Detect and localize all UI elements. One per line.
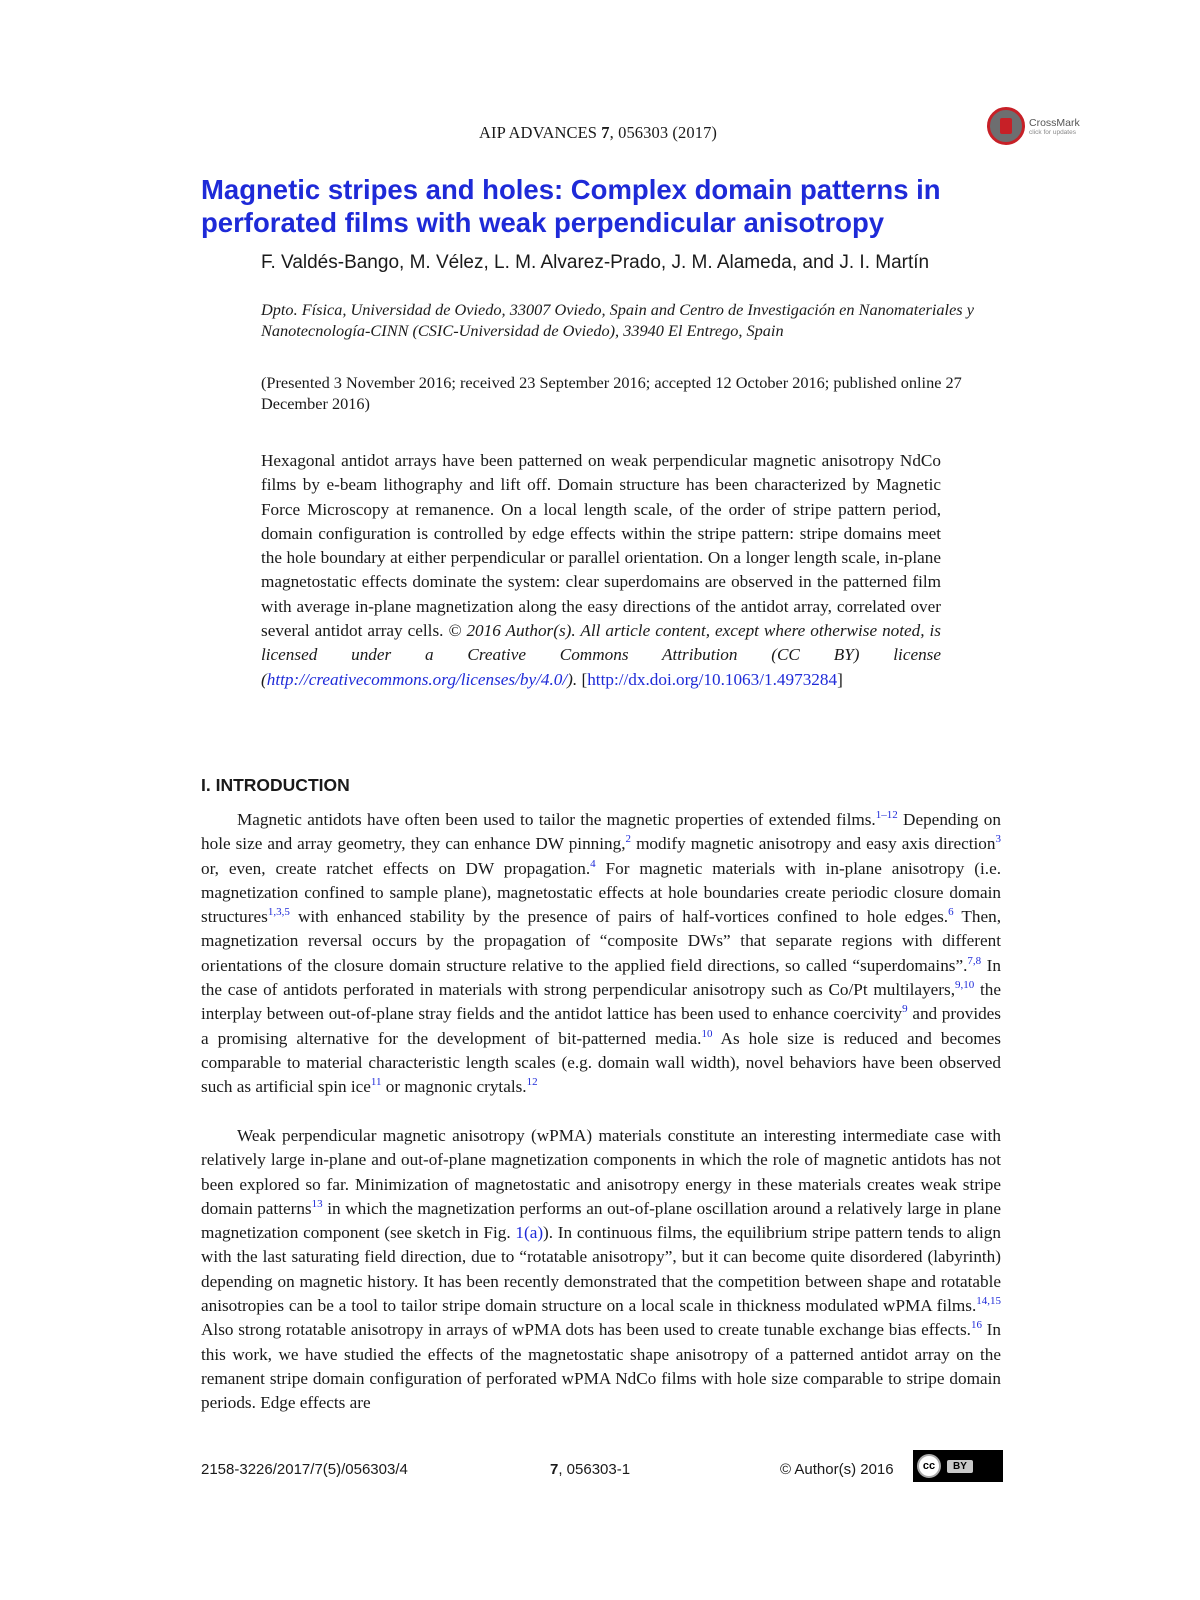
crossmark-label: CrossMark — [1029, 116, 1080, 129]
crossmark-icon — [987, 107, 1025, 145]
doi-link[interactable]: http://dx.doi.org/10.1063/1.4973284 — [587, 669, 838, 689]
crossmark-sub: click for updates — [1029, 128, 1076, 136]
citation[interactable]: 4 — [590, 857, 596, 870]
citation[interactable]: 10 — [701, 1027, 713, 1040]
footer-issn: 2158-3226/2017/7(5)/056303/4 — [201, 1461, 408, 1478]
text-run: modify magnetic anisotropy and easy axis direction — [631, 834, 996, 854]
text-run: ). In continuous films, the equilibrium stripe pattern tends to align with the last saturating field direction, due to “rotatable anisotropy”, but it can become quite disordered (labyrinth) depending on magnetic history. It has been recently demonstrated that the competition between shape and rotatable anisotropies can be a tool to tailor stripe domain structure on a local scale in thickness modulated wPMA films. — [201, 1223, 1001, 1316]
figure-ref[interactable]: 1(a) — [515, 1223, 544, 1243]
citation[interactable]: 3 — [995, 833, 1001, 846]
text-run: Depending on hole size and array geometry, they can enhance DW pinning, — [201, 810, 1001, 854]
license-text: © 2016 Author(s). All article content, except where otherwise noted, is licensed under a Creative Commons Attribution (CC BY) license ( — [261, 621, 941, 689]
citation[interactable]: 9 — [902, 1003, 908, 1016]
citation[interactable]: 2 — [625, 833, 632, 846]
section-title: I. INTRODUCTION — [201, 775, 350, 795]
citation[interactable]: 14,15 — [976, 1295, 1001, 1308]
text-run: In the case of antidots perforated in materials with strong perpendicular anisotropy such as Co/Pt multilayers, — [201, 955, 1001, 1000]
citation[interactable]: 12 — [526, 1076, 538, 1089]
text-run: Then, magnetization reversal occurs by the propagation of “composite DWs” that separate regions with different orientations of the closure domain structure relative to the applied field directions, so called “superdomains”. — [201, 907, 1002, 975]
doi-open: [ — [577, 669, 588, 689]
text-run: in which the magnetization performs an out-of-plane oscillation around a relatively large in plane magnetization component (see sketch in Fig. — [201, 1198, 1001, 1243]
affiliation: Dpto. Física, Universidad de Oviedo, 33007 Oviedo, Spain and Centro de Investigación en Nanomateriales y Nanotecnología-CINN (CSIC-Universidad de Oviedo), 33940 El Entrego, Spain — [261, 300, 974, 340]
author-list: F. Valdés-Bango, M. Vélez, L. M. Alvarez-Prado, J. M. Alameda, and J. I. Martín — [261, 252, 930, 273]
text-run: Magnetic antidots have often been used to tailor the magnetic properties of extended films. — [237, 810, 876, 829]
intro-paragraph-1 — [201, 808, 1001, 1100]
journal-volume: 7 — [601, 123, 610, 142]
crossmark-badge[interactable] — [987, 104, 1097, 148]
publication-dates: (Presented 3 November 2016; received 23 September 2016; accepted 12 October 2016; published online 27 December 2016) — [261, 373, 962, 413]
text-run: or magnonic crytals. — [381, 1077, 527, 1097]
footer-volume: 7 — [550, 1461, 559, 1478]
cc-license-badge[interactable] — [913, 1450, 1003, 1482]
text-run: In this work, we have studied the effects of the magnetostatic shape anisotropy of a patterned antidot array on the remanent stripe domain configuration of perforated wPMA NdCo films with hole size comparable to stripe domain periods. Edge effects are — [201, 1320, 1001, 1413]
text-run: and provides a promising alternative for the development of bit-patterned media. — [201, 1004, 1001, 1048]
text-run: Also strong rotatable anisotropy in arrays of wPMA dots has been used to create tunable exchange bias effects. — [201, 1320, 971, 1340]
journal-article: , 056303 (2017) — [609, 123, 718, 142]
intro-paragraph-2 — [201, 1124, 1001, 1416]
citation[interactable]: 9,10 — [955, 979, 975, 992]
license-link[interactable]: http://creativecommons.org/licenses/by/4.0/ — [266, 669, 568, 689]
text-run: For magnetic materials with in-plane anisotropy (i.e. magnetization confined to sample plane), magnetostatic effects at hole boundaries create periodic closure domain structures — [201, 858, 1001, 927]
citation[interactable]: 16 — [970, 1319, 982, 1332]
text-run: the interplay between out-of-plane stray fields and the antidot lattice has been used to enhance coercivity — [201, 980, 1001, 1024]
license-close: ). — [567, 669, 578, 689]
doi-close: ] — [837, 669, 843, 689]
citation[interactable]: 1–12 — [875, 809, 898, 821]
journal-name: AIP ADVANCES — [478, 123, 598, 142]
citation[interactable]: 1,3,5 — [267, 906, 290, 919]
article-title: Magnetic stripes and holes: Complex domain patterns in perforated films with weak perpendicular anisotropy — [201, 174, 941, 238]
text-run: with enhanced stability by the presence of pairs of half-vortices confined to hole edges. — [289, 907, 949, 927]
abstract — [261, 449, 941, 692]
citation[interactable]: 7,8 — [967, 954, 982, 967]
text-run: Weak perpendicular magnetic anisotropy (wPMA) materials constitute an interesting intermediate case with relatively large in-plane and out-of-plane magnetization components in which the role of magnetic antidots has not been explored so far. Minimization of magnetostatic and anisotropy energy in these materials creates weak stripe domain patterns — [201, 1126, 1001, 1218]
footer-copyright: © Author(s) 2016 — [780, 1461, 894, 1478]
text-run: As hole size is reduced and becomes comparable to material characteristic length scales (e.g. domain wall width), novel behaviors have been observed such as artificial spin ice — [201, 1028, 1001, 1097]
citation[interactable]: 13 — [311, 1197, 323, 1210]
text-run: or, even, create ratchet effects on DW propagation. — [201, 858, 591, 878]
abstract-text: Hexagonal antidot arrays have been patterned on weak perpendicular magnetic anisotropy NdCo films by e-beam lithography and lift off. Domain structure has been characterized by Magnetic Force Microscopy at remanence. On a local length scale, of the order of stripe pattern period, domain configuration is controlled by edge effects within the stripe pattern: stripe domains meet the hole boundary at either perpendicular or parallel orientation. On a longer length scale, in-plane magnetostatic effects dominate the system: clear superdomains are observed in the patterned film with average in-plane magnetization along the easy directions of the antidot array, correlated over several antidot array cells. — [261, 451, 941, 641]
footer-page-num: , 056303-1 — [558, 1461, 631, 1478]
cc-icon: cc — [917, 1454, 941, 1478]
by-icon: BY — [947, 1460, 973, 1473]
citation[interactable]: 11 — [370, 1076, 382, 1089]
footer-page — [550, 1461, 750, 1478]
citation[interactable]: 6 — [948, 906, 954, 919]
